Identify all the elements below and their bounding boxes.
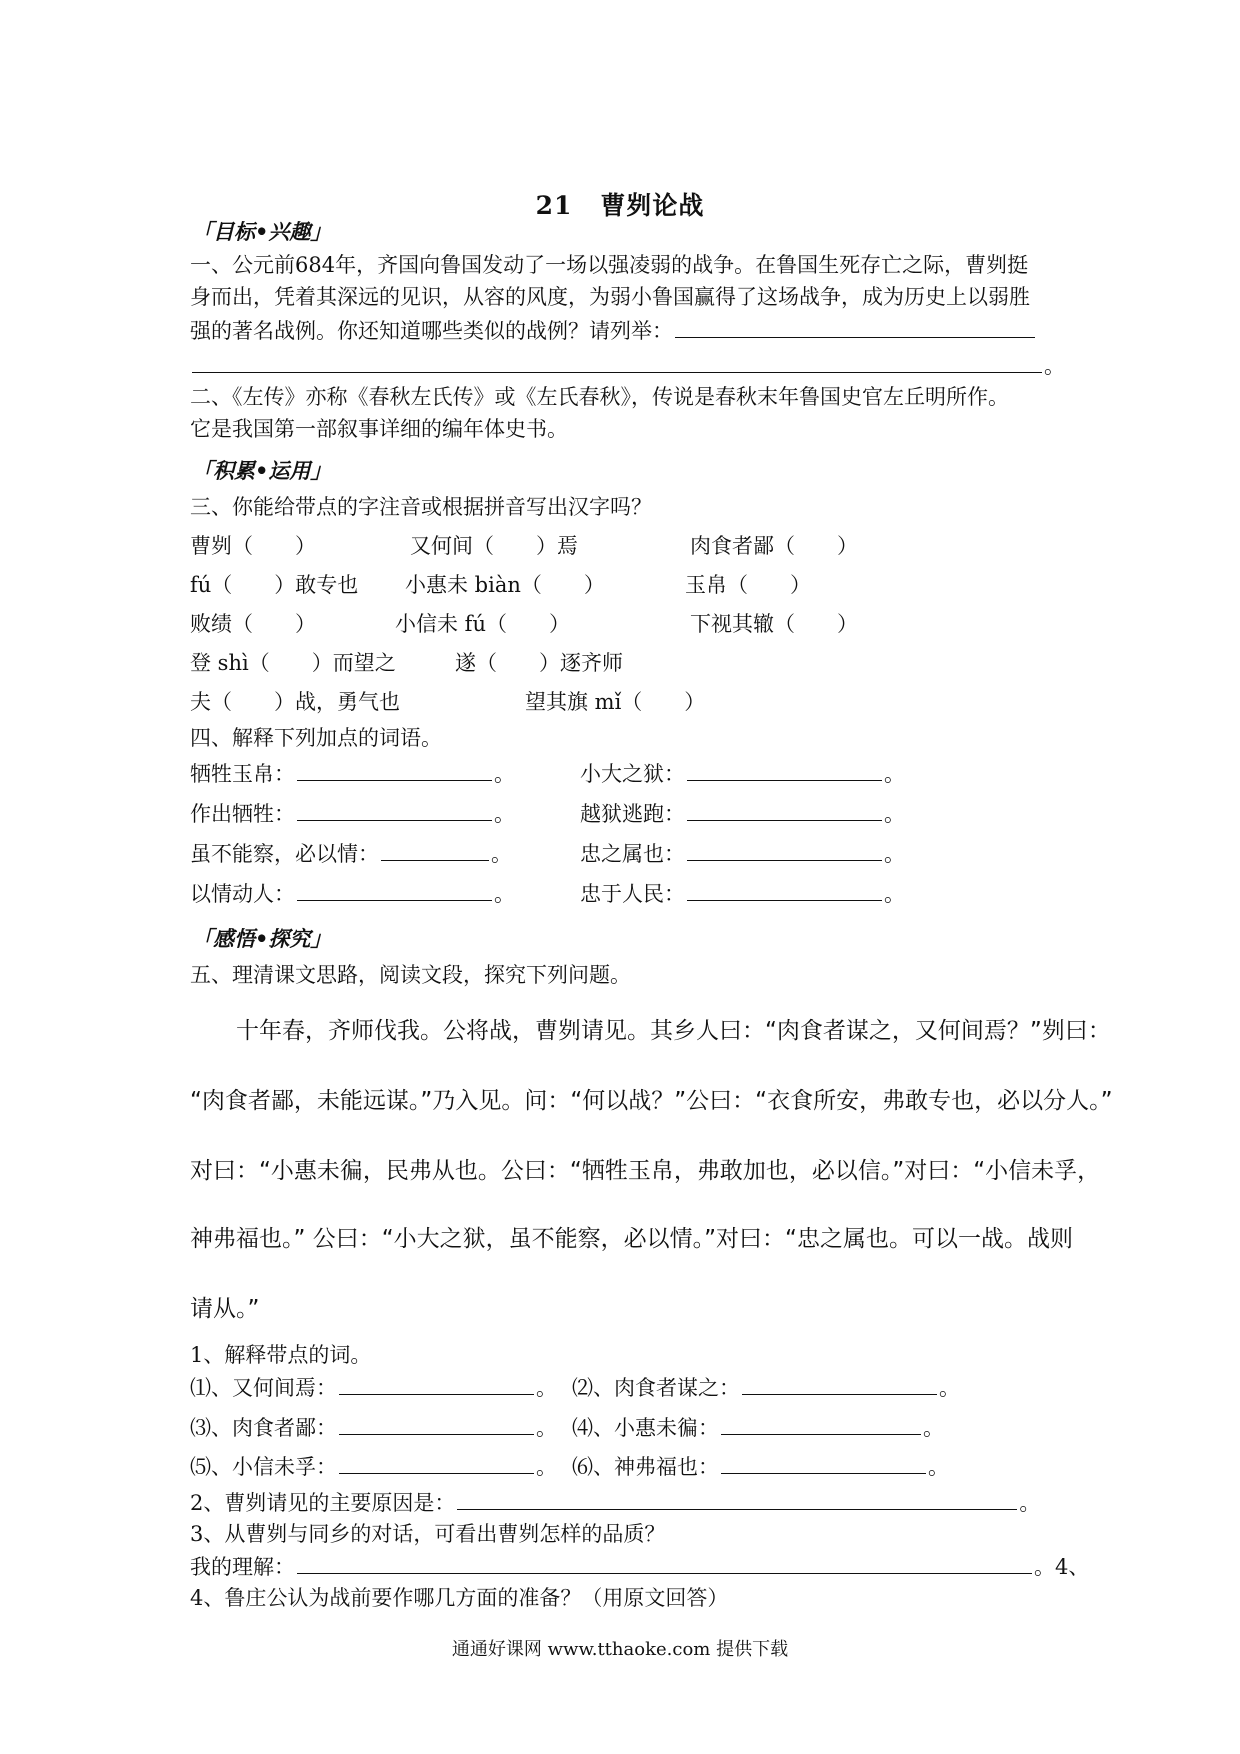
period: 。	[536, 1416, 557, 1440]
section-heading-explore: 「感悟•探究」	[192, 926, 332, 951]
lesson-title: 曹刿论战	[600, 191, 705, 220]
q4-term: 小大之狱：	[580, 762, 685, 786]
section-heading-accumulate: 「积累•运用」	[192, 458, 332, 483]
answer-blank[interactable]	[297, 758, 492, 781]
answer-blank[interactable]	[297, 1551, 1032, 1574]
q2-line-1: 二、《左传》亦称《春秋左氏传》或《左氏春秋》，传说是春秋末年鲁国史官左丘明所作。	[190, 385, 1009, 409]
q5-term: ⑶、肉食者鄙：	[190, 1416, 337, 1440]
q1-line-3	[190, 315, 1037, 346]
q5-sub1-item	[572, 1372, 960, 1402]
q4-term: 越狱逃跑：	[580, 802, 685, 826]
q3-item: 小惠未 biàn（ ）	[405, 573, 605, 597]
period: 。	[928, 1455, 949, 1479]
answer-blank[interactable]	[297, 878, 492, 901]
period: 。	[884, 882, 905, 906]
q3-item: 玉帛（ ）	[685, 573, 811, 597]
q5-sub1-item	[572, 1412, 944, 1442]
q5-sub3-answer	[190, 1551, 1089, 1582]
period: 。	[1019, 1491, 1041, 1515]
answer-blank[interactable]	[687, 878, 882, 901]
q4-left-item	[190, 878, 515, 908]
answer-blank[interactable]	[721, 1451, 926, 1474]
q4-term: 作出牺牲：	[190, 802, 295, 826]
passage-line: 十年春，齐师伐我。公将战，曹刿请见。其乡人曰：“肉食者谋之，又何间焉？”刿曰：	[190, 1018, 1111, 1044]
q1-line-4	[190, 350, 1065, 381]
period: 。	[884, 842, 905, 866]
period: 。	[494, 802, 515, 826]
q5-sub3-end: 。4、	[1034, 1555, 1090, 1579]
period: 。	[491, 842, 512, 866]
q5-term: ⑹、神弗福也：	[572, 1455, 719, 1479]
q5-sub2	[190, 1487, 1040, 1518]
q5-sub3: 3、从曹刿与同乡的对话，可看出曹刿怎样的品质？	[190, 1522, 666, 1546]
q5-sub2-text: 2、曹刿请见的主要原因是：	[190, 1491, 456, 1515]
q4-left-item	[190, 758, 515, 788]
q1-line-1: 一、公元前684年，齐国向鲁国发动了一场以强凌弱的战争。在鲁国生死存亡之际，曹刿挺	[190, 253, 1029, 277]
section-heading-goal: 「目标•兴趣」	[192, 219, 332, 244]
passage-line: 对曰：“小惠未徧，民弗从也。公曰：“牺牲玉帛，弗敢加也，必以信。”对曰：“小信未孚，	[190, 1158, 1101, 1184]
q5-sub4: 4、鲁庄公认为战前要作哪几方面的准备？（用原文回答）	[190, 1586, 729, 1610]
q5-sub1-item	[572, 1451, 949, 1481]
q3-item: 又何间（ ）焉	[410, 534, 578, 558]
q1-answer-blank-2[interactable]	[192, 350, 1042, 373]
q4-left-item	[190, 838, 512, 868]
period: 。	[884, 762, 905, 786]
period: 。	[494, 762, 515, 786]
period: 。	[923, 1416, 944, 1440]
q3-item: 遂（ ）逐齐师	[455, 651, 623, 675]
answer-blank[interactable]	[339, 1451, 534, 1474]
q5-sub1-item	[190, 1372, 557, 1402]
q5-term: ⑵、肉食者谋之：	[572, 1376, 740, 1400]
answer-blank[interactable]	[297, 798, 492, 821]
answer-blank[interactable]	[687, 798, 882, 821]
passage-line: “肉食者鄙，未能远谋。”乃入见。问：“何以战？”公曰：“衣食所安，弗敢专也，必以分人。”	[190, 1088, 1113, 1114]
q3-item: 败绩（ ）	[190, 612, 316, 636]
q4-term: 忠于人民：	[580, 882, 685, 906]
q4-right-item	[580, 838, 905, 868]
q3-item: 望其旗 mǐ（ ）	[525, 690, 706, 714]
answer-blank[interactable]	[457, 1487, 1017, 1510]
q3-item: 夫（ ）战，勇气也	[190, 690, 400, 714]
footer-credit: 通通好课网 www.tthaoke.com 提供下载	[451, 1639, 789, 1660]
q3-prompt: 三、你能给带点的字注音或根据拼音写出汉字吗？	[190, 495, 652, 519]
q1-answer-blank-1[interactable]	[675, 315, 1035, 338]
q5-sub1-item	[190, 1412, 557, 1442]
q4-right-item	[580, 878, 905, 908]
q5-prompt: 五、理清课文思路，阅读文段，探究下列问题。	[190, 963, 631, 987]
q1-line-2: 身而出，凭着其深远的见识，从容的风度，为弱小鲁国赢得了这场战争，成为历史上以弱胜	[190, 285, 1030, 309]
q5-sub1-item	[190, 1451, 557, 1481]
q3-item: 肉食者鄙（ ）	[690, 534, 858, 558]
q3-item: fú（ ）敢专也	[190, 573, 359, 597]
q4-left-item	[190, 798, 515, 828]
q3-item: 小信未 fú（ ）	[395, 612, 570, 636]
answer-blank[interactable]	[687, 838, 882, 861]
q5-sub1: 1、解释带点的词。	[190, 1343, 372, 1367]
q1-line-3-text: 强的著名战例。你还知道哪些类似的战例？请列举：	[190, 319, 673, 343]
passage-line: 神弗福也。” 公曰：“小大之狱，虽不能察，必以情。”对曰：“忠之属也。可以一战。战则	[190, 1226, 1073, 1252]
q3-item: 下视其辙（ ）	[690, 612, 858, 636]
answer-blank[interactable]	[721, 1412, 921, 1435]
q4-term: 牺牲玉帛：	[190, 762, 295, 786]
period: 。	[884, 802, 905, 826]
q3-item: 曹刿（ ）	[190, 534, 316, 558]
answer-blank[interactable]	[339, 1372, 534, 1395]
q2-line-2: 它是我国第一部叙事详细的编年体史书。	[190, 417, 568, 441]
q4-term: 忠之属也：	[580, 842, 685, 866]
passage-line: 请从。”	[190, 1296, 260, 1322]
q4-prompt: 四、解释下列加点的词语。	[190, 726, 442, 750]
answer-blank[interactable]	[687, 758, 882, 781]
q5-term: ⑴、又何间焉：	[190, 1376, 337, 1400]
period: 。	[536, 1455, 557, 1479]
q5-sub3-answer-label: 我的理解：	[190, 1555, 295, 1579]
q1-period: 。	[1044, 354, 1065, 378]
page-title	[0, 186, 1240, 222]
answer-blank[interactable]	[381, 838, 489, 861]
period: 。	[536, 1376, 557, 1400]
lesson-number: 21	[535, 191, 573, 220]
q4-right-item	[580, 758, 905, 788]
period: 。	[494, 882, 515, 906]
answer-blank[interactable]	[742, 1372, 937, 1395]
period: 。	[939, 1376, 960, 1400]
q4-right-item	[580, 798, 905, 828]
q3-item: 登 shì（ ）而望之	[190, 651, 396, 675]
q4-term: 虽不能察，必以情：	[190, 842, 379, 866]
q4-term: 以情动人：	[190, 882, 295, 906]
answer-blank[interactable]	[339, 1412, 534, 1435]
q5-term: ⑷、小惠未徧：	[572, 1416, 719, 1440]
q5-term: ⑸、小信未孚：	[190, 1455, 337, 1479]
